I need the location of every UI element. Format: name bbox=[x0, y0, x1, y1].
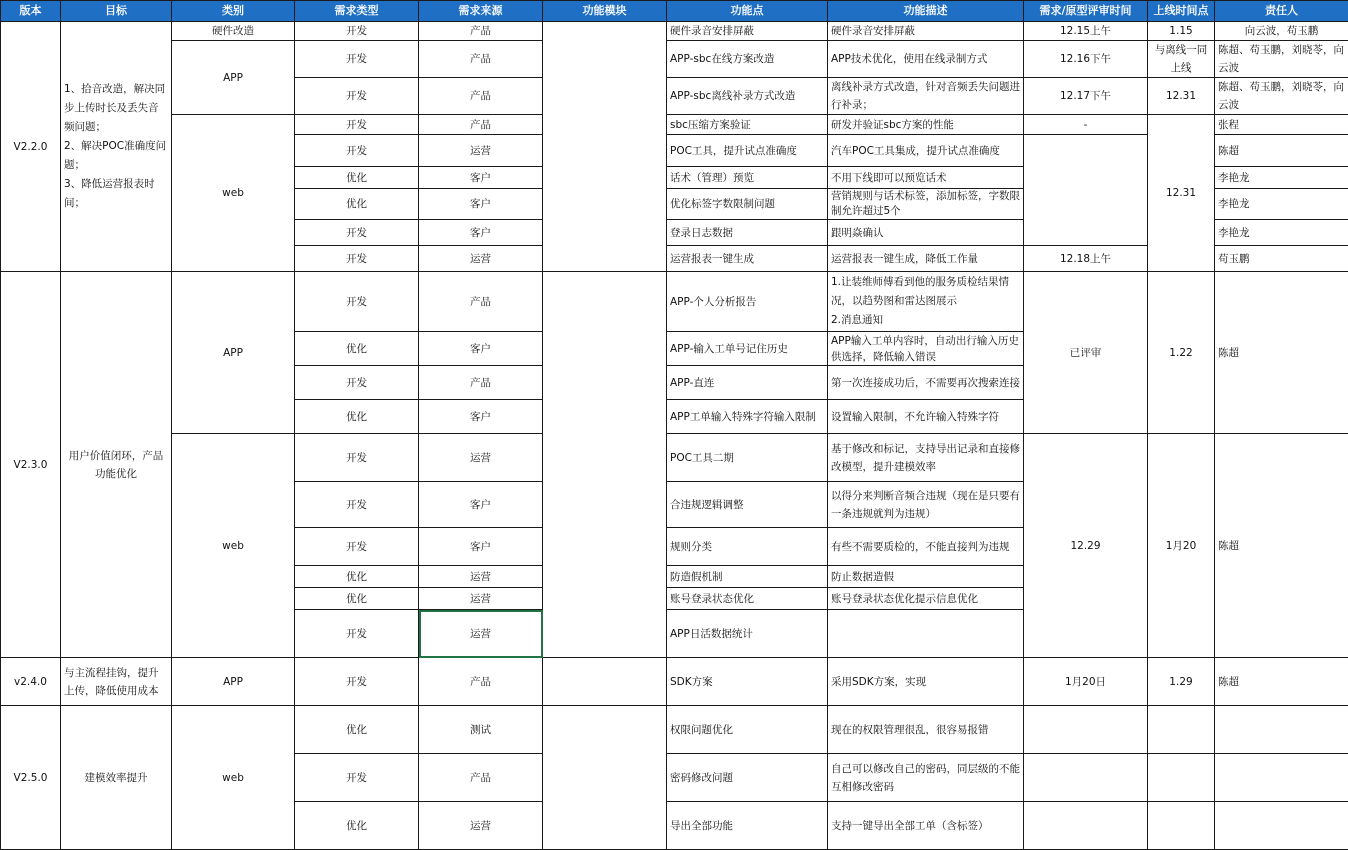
review-cell[interactable]: 已评审 bbox=[1024, 272, 1148, 434]
desc-cell[interactable]: 有些不需要质检的，不能直接判为违规 bbox=[828, 528, 1024, 566]
source-cell[interactable]: 运营 bbox=[419, 135, 543, 167]
online-cell[interactable] bbox=[1148, 754, 1215, 802]
review-cell[interactable]: 1月20日 bbox=[1024, 658, 1148, 706]
point-cell[interactable]: APP-个人分析报告 bbox=[667, 272, 828, 332]
point-cell[interactable]: 规则分类 bbox=[667, 528, 828, 566]
point-cell[interactable]: 账号登录状态优化 bbox=[667, 588, 828, 610]
point-cell[interactable]: APP日活数据统计 bbox=[667, 610, 828, 658]
online-cell[interactable] bbox=[1148, 706, 1215, 754]
desc-cell[interactable]: 设置输入限制，不允许输入特殊字符 bbox=[828, 400, 1024, 434]
point-cell[interactable]: 权限问题优化 bbox=[667, 706, 828, 754]
review-cell[interactable]: - bbox=[1024, 115, 1148, 135]
category-cell[interactable]: 硬件改造 bbox=[172, 22, 295, 41]
type-cell[interactable]: 开发 bbox=[295, 220, 419, 246]
source-cell[interactable]: 产品 bbox=[419, 366, 543, 400]
desc-cell[interactable]: 采用SDK方案，实现 bbox=[828, 658, 1024, 706]
point-cell[interactable]: 密码修改问题 bbox=[667, 754, 828, 802]
point-cell[interactable]: 硬件录音安排屏蔽 bbox=[667, 22, 828, 41]
source-cell[interactable]: 运营 bbox=[419, 434, 543, 482]
owner-cell[interactable] bbox=[1215, 706, 1348, 754]
review-cell[interactable]: 12.15上午 bbox=[1024, 22, 1148, 41]
header-point[interactable]: 功能点 bbox=[667, 1, 828, 22]
point-cell[interactable]: APP-sbc在线方案改造 bbox=[667, 41, 828, 78]
type-cell[interactable]: 开发 bbox=[295, 754, 419, 802]
point-cell[interactable]: POC工具，提升试点准确度 bbox=[667, 135, 828, 167]
source-cell[interactable]: 客户 bbox=[419, 528, 543, 566]
online-cell[interactable]: 与离线一同上线 bbox=[1148, 41, 1215, 78]
desc-cell[interactable]: 现在的权限管理很乱，很容易报错 bbox=[828, 706, 1024, 754]
owner-cell[interactable]: 李艳龙 bbox=[1215, 220, 1348, 246]
desc-cell[interactable]: 营销规则与话术标签，添加标签，字数限制允许超过5个 bbox=[828, 189, 1024, 220]
desc-cell[interactable]: 以得分来判断音频合违规（现在是只要有一条违规就判为违规） bbox=[828, 482, 1024, 528]
owner-cell[interactable]: 陈超 bbox=[1215, 434, 1348, 658]
version-cell[interactable]: V2.5.0 bbox=[1, 706, 61, 850]
desc-cell[interactable]: 第一次连接成功后，不需要再次搜索连接 bbox=[828, 366, 1024, 400]
owner-cell[interactable]: 陈超、苟玉鹏，刘晓苓，向云波 bbox=[1215, 41, 1348, 78]
source-cell[interactable]: 运营 bbox=[419, 566, 543, 588]
table-row bbox=[1, 658, 1348, 706]
type-cell[interactable]: 开发 bbox=[295, 658, 419, 706]
owner-cell[interactable] bbox=[1215, 802, 1348, 850]
owner-cell[interactable]: 陈超 bbox=[1215, 272, 1348, 434]
desc-cell[interactable]: 离线补录方式改造，针对音频丢失问题进行补录； bbox=[828, 78, 1024, 115]
category-cell[interactable]: APP bbox=[172, 41, 295, 115]
header-review[interactable]: 需求/原型评审时间 bbox=[1024, 1, 1148, 22]
review-cell[interactable]: 12.16下午 bbox=[1024, 41, 1148, 78]
table-row bbox=[1, 706, 1348, 754]
category-cell[interactable]: web bbox=[172, 115, 295, 272]
owner-cell[interactable]: 李艳龙 bbox=[1215, 167, 1348, 189]
header-version[interactable]: 版本 bbox=[1, 1, 61, 22]
table-row bbox=[1, 22, 1348, 41]
type-cell[interactable]: 优化 bbox=[295, 802, 419, 850]
type-cell[interactable]: 优化 bbox=[295, 167, 419, 189]
type-cell[interactable]: 开发 bbox=[295, 482, 419, 528]
owner-cell[interactable] bbox=[1215, 754, 1348, 802]
type-cell[interactable]: 开发 bbox=[295, 78, 419, 115]
point-cell[interactable]: 导出全部功能 bbox=[667, 802, 828, 850]
source-cell-selected[interactable]: 运营 bbox=[419, 610, 543, 658]
source-cell[interactable]: 客户 bbox=[419, 332, 543, 366]
table-row bbox=[1, 434, 1348, 482]
owner-cell[interactable]: 陈超、苟玉鹏，刘晓苓，向云波 bbox=[1215, 78, 1348, 115]
point-cell[interactable]: APP-输入工单号记住历史 bbox=[667, 332, 828, 366]
online-cell[interactable] bbox=[1148, 802, 1215, 850]
desc-cell[interactable]: 账号登录状态优化提示信息优化 bbox=[828, 588, 1024, 610]
source-cell[interactable]: 客户 bbox=[419, 220, 543, 246]
owner-cell[interactable]: 陈超 bbox=[1215, 658, 1348, 706]
point-cell[interactable]: sbc压缩方案验证 bbox=[667, 115, 828, 135]
type-cell[interactable]: 开发 bbox=[295, 610, 419, 658]
review-cell[interactable]: 12.17下午 bbox=[1024, 78, 1148, 115]
review-cell[interactable]: 12.29 bbox=[1024, 434, 1148, 658]
point-cell[interactable]: SDK方案 bbox=[667, 658, 828, 706]
review-cell[interactable] bbox=[1024, 754, 1148, 802]
version-cell[interactable]: V2.3.0 bbox=[1, 272, 61, 658]
type-cell[interactable]: 优化 bbox=[295, 189, 419, 220]
type-cell[interactable]: 优化 bbox=[295, 566, 419, 588]
header-source[interactable]: 需求来源 bbox=[419, 1, 543, 22]
point-cell[interactable]: 优化标签字数限制问题 bbox=[667, 189, 828, 220]
online-cell[interactable]: 12.31 bbox=[1148, 78, 1215, 115]
point-cell[interactable]: APP-sbc离线补录方式改造 bbox=[667, 78, 828, 115]
owner-cell[interactable]: 苟玉鹏 bbox=[1215, 246, 1348, 272]
source-cell[interactable]: 测试 bbox=[419, 706, 543, 754]
type-cell[interactable]: 开发 bbox=[295, 434, 419, 482]
source-cell[interactable]: 产品 bbox=[419, 22, 543, 41]
online-cell[interactable]: 12.31 bbox=[1148, 115, 1215, 272]
goal-cell[interactable]: 与主流程挂钩，提升上传，降低使用成本 bbox=[61, 658, 172, 706]
type-cell[interactable]: 优化 bbox=[295, 332, 419, 366]
owner-cell[interactable]: 张程 bbox=[1215, 115, 1348, 135]
desc-cell[interactable]: 汽车POC工具集成，提升试点准确度 bbox=[828, 135, 1024, 167]
goal-cell[interactable]: 建模效率提升 bbox=[61, 706, 172, 850]
point-cell[interactable]: APP工单输入特殊字符输入限制 bbox=[667, 400, 828, 434]
desc-cell[interactable] bbox=[828, 610, 1024, 658]
source-cell[interactable]: 客户 bbox=[419, 482, 543, 528]
category-cell[interactable]: web bbox=[172, 434, 295, 658]
desc-cell[interactable]: 防止数据造假 bbox=[828, 566, 1024, 588]
header-module[interactable]: 功能模块 bbox=[543, 1, 667, 22]
online-cell[interactable]: 1.15 bbox=[1148, 22, 1215, 41]
point-cell[interactable]: 防造假机制 bbox=[667, 566, 828, 588]
source-cell[interactable]: 产品 bbox=[419, 658, 543, 706]
category-cell[interactable]: APP bbox=[172, 658, 295, 706]
source-cell[interactable]: 运营 bbox=[419, 802, 543, 850]
header-owner[interactable]: 责任人 bbox=[1215, 1, 1348, 22]
header-category[interactable]: 类别 bbox=[172, 1, 295, 22]
type-cell[interactable]: 开发 bbox=[295, 115, 419, 135]
header-goal[interactable]: 目标 bbox=[61, 1, 172, 22]
header-row bbox=[1, 1, 1348, 22]
source-cell[interactable]: 客户 bbox=[419, 189, 543, 220]
goal-cell[interactable]: 用户价值闭环，产品功能优化 bbox=[61, 272, 172, 658]
desc-cell[interactable]: 跟明焱确认 bbox=[828, 220, 1024, 246]
source-cell[interactable]: 产品 bbox=[419, 115, 543, 135]
source-cell[interactable]: 运营 bbox=[419, 246, 543, 272]
source-cell[interactable]: 产品 bbox=[419, 754, 543, 802]
desc-cell[interactable]: 研发并验证sbc方案的性能 bbox=[828, 115, 1024, 135]
owner-cell[interactable]: 李艳龙 bbox=[1215, 189, 1348, 220]
desc-cell[interactable]: 1.让装维师傅看到他的服务质检结果情况，以趋势图和雷达图展示 2.消息通知 bbox=[828, 272, 1024, 332]
category-cell[interactable]: APP bbox=[172, 272, 295, 434]
type-cell[interactable]: 开发 bbox=[295, 366, 419, 400]
desc-cell[interactable]: APP技术优化，使用在线录制方式 bbox=[828, 41, 1024, 78]
point-cell[interactable]: 登录日志数据 bbox=[667, 220, 828, 246]
type-cell[interactable]: 开发 bbox=[295, 528, 419, 566]
point-cell[interactable]: 话术（管理）预览 bbox=[667, 167, 828, 189]
owner-cell[interactable]: 陈超 bbox=[1215, 135, 1348, 167]
review-cell[interactable]: 12.18上午 bbox=[1024, 246, 1148, 272]
table-row bbox=[1, 272, 1348, 332]
source-cell[interactable]: 客户 bbox=[419, 400, 543, 434]
version-cell[interactable]: v2.4.0 bbox=[1, 658, 61, 706]
goal-cell[interactable]: 1、拾音改造，解决同步上传时长及丢失音频问题； 2、解决POC准确度问题； 3、降低运营报表时间； bbox=[61, 22, 172, 272]
header-desc[interactable]: 功能描述 bbox=[828, 1, 1024, 22]
desc-cell[interactable]: APP输入工单内容时，自动出行输入历史供选择，降低输入错误 bbox=[828, 332, 1024, 366]
source-cell[interactable]: 产品 bbox=[419, 272, 543, 332]
table-row bbox=[1, 115, 1348, 135]
type-cell[interactable]: 开发 bbox=[295, 246, 419, 272]
point-cell[interactable]: 运营报表一键生成 bbox=[667, 246, 828, 272]
type-cell[interactable]: 优化 bbox=[295, 588, 419, 610]
module-cell[interactable] bbox=[543, 272, 667, 658]
source-cell[interactable]: 产品 bbox=[419, 41, 543, 78]
source-cell[interactable]: 产品 bbox=[419, 78, 543, 115]
type-cell[interactable]: 优化 bbox=[295, 706, 419, 754]
module-cell[interactable] bbox=[543, 658, 667, 706]
point-cell[interactable]: APP-直连 bbox=[667, 366, 828, 400]
desc-cell[interactable]: 硬件录音安排屏蔽 bbox=[828, 22, 1024, 41]
review-cell[interactable] bbox=[1024, 802, 1148, 850]
header-type[interactable]: 需求类型 bbox=[295, 1, 419, 22]
point-cell[interactable]: 合违规逻辑调整 bbox=[667, 482, 828, 528]
online-cell[interactable]: 1.29 bbox=[1148, 658, 1215, 706]
module-cell[interactable] bbox=[543, 22, 667, 272]
source-cell[interactable]: 运营 bbox=[419, 588, 543, 610]
header-online[interactable]: 上线时间点 bbox=[1148, 1, 1215, 22]
online-cell[interactable]: 1月20 bbox=[1148, 434, 1215, 658]
owner-cell[interactable]: 向云波，苟玉鹏 bbox=[1215, 22, 1348, 41]
type-cell[interactable]: 开发 bbox=[295, 272, 419, 332]
desc-cell[interactable]: 基于修改和标记，支持导出记录和直接修改模型，提升建模效率 bbox=[828, 434, 1024, 482]
version-cell[interactable]: V2.2.0 bbox=[1, 22, 61, 272]
review-cell[interactable] bbox=[1024, 135, 1148, 246]
desc-cell[interactable]: 自己可以修改自己的密码，同层级的不能互相修改密码 bbox=[828, 754, 1024, 802]
point-cell[interactable]: POC工具二期 bbox=[667, 434, 828, 482]
type-cell[interactable]: 开发 bbox=[295, 135, 419, 167]
category-cell[interactable]: web bbox=[172, 706, 295, 850]
source-cell[interactable]: 客户 bbox=[419, 167, 543, 189]
desc-cell[interactable]: 运营报表一键生成，降低工作量 bbox=[828, 246, 1024, 272]
desc-cell[interactable]: 支持一键导出全部工单（含标签） bbox=[828, 802, 1024, 850]
module-cell[interactable] bbox=[543, 706, 667, 850]
online-cell[interactable]: 1.22 bbox=[1148, 272, 1215, 434]
type-cell[interactable]: 优化 bbox=[295, 400, 419, 434]
desc-cell[interactable]: 不用下线即可以预览话术 bbox=[828, 167, 1024, 189]
review-cell[interactable] bbox=[1024, 706, 1148, 754]
table-row bbox=[1, 41, 1348, 78]
type-cell[interactable]: 开发 bbox=[295, 41, 419, 78]
type-cell[interactable]: 开发 bbox=[295, 22, 419, 41]
